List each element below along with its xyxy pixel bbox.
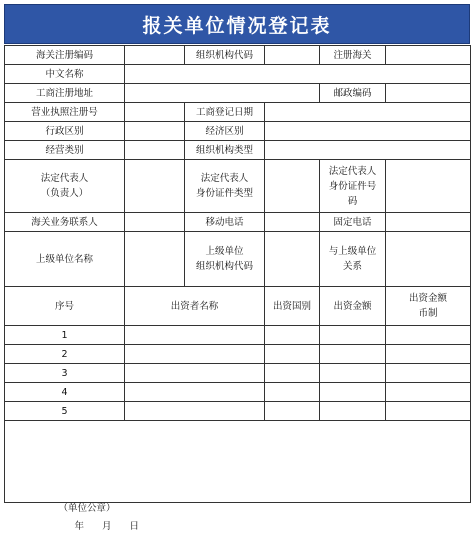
field-biz-reg-date[interactable] (265, 103, 471, 122)
investor-name-field[interactable] (125, 402, 265, 421)
label-legal-rep-line2: （负责人） (40, 188, 89, 199)
form-row-customs-code (5, 46, 471, 65)
label-parent-org-line1: 上级单位 (205, 246, 244, 257)
label-econ-region: 经济区别 (185, 122, 265, 141)
investor-seq: 1 (5, 326, 125, 345)
field-org-code[interactable] (265, 46, 320, 65)
field-license-no[interactable] (125, 103, 185, 122)
label-parent-org (185, 232, 265, 287)
investor-name-field[interactable] (125, 364, 265, 383)
label-license-no: 营业执照注册号 (5, 103, 125, 122)
investor-name-field[interactable] (125, 345, 265, 364)
investor-country-field[interactable] (265, 364, 320, 383)
label-parent-org-line2: 组织机构代码 (195, 261, 253, 272)
field-mobile[interactable] (265, 213, 320, 232)
form-title: 报关单位情况登记表 (4, 4, 470, 44)
investor-country-field[interactable] (265, 402, 320, 421)
investor-country-field[interactable] (265, 345, 320, 364)
field-legal-id-no[interactable] (386, 160, 471, 213)
field-legal-rep[interactable] (125, 160, 185, 213)
label-legal-id-type (185, 160, 265, 213)
field-postcode[interactable] (386, 84, 471, 103)
label-legal-id-type-line1: 法定代表人 (200, 173, 249, 184)
field-parent-org[interactable] (265, 232, 320, 287)
header-currency-line1: 出资金额 (408, 293, 447, 304)
label-legal-id-no-line1: 法定代表人 (328, 165, 377, 177)
label-legal-id-no (320, 160, 386, 213)
field-parent-rel[interactable] (386, 232, 471, 287)
seal-row (5, 421, 471, 503)
label-mobile: 移动电话 (185, 213, 265, 232)
investor-seq: 2 (5, 345, 125, 364)
investor-country-field[interactable] (265, 383, 320, 402)
label-legal-rep-line1: 法定代表人 (40, 173, 89, 184)
header-currency (386, 287, 471, 326)
investor-row (5, 402, 471, 421)
investor-amount-field[interactable] (320, 364, 386, 383)
field-customs-reg[interactable] (386, 46, 471, 65)
investor-currency-field[interactable] (386, 364, 471, 383)
field-customs-code[interactable] (125, 46, 185, 65)
label-admin-region: 行政区别 (5, 122, 125, 141)
form-row-license (5, 103, 471, 122)
field-org-type[interactable] (265, 141, 471, 160)
label-legal-id-no-line3: 码 (347, 195, 358, 207)
investor-currency-field[interactable] (386, 402, 471, 421)
investor-header-row (5, 287, 471, 326)
label-customs-reg: 注册海关 (320, 46, 386, 65)
investor-name-field[interactable] (125, 383, 265, 402)
field-cn-name[interactable] (125, 65, 471, 84)
investor-country-field[interactable] (265, 326, 320, 345)
label-parent-rel (320, 232, 386, 287)
field-econ-region[interactable] (265, 122, 471, 141)
label-parent-name: 上级单位名称 (5, 232, 125, 287)
field-parent-name[interactable] (125, 232, 185, 287)
label-legal-id-no-line2: 身份证件号 (328, 180, 377, 192)
investor-row (5, 345, 471, 364)
form-row-type (5, 141, 471, 160)
form-row-contact (5, 213, 471, 232)
label-customs-code: 海关注册编码 (5, 46, 125, 65)
investor-seq: 5 (5, 402, 125, 421)
label-postcode: 邮政编码 (320, 84, 386, 103)
label-landline: 固定电话 (320, 213, 386, 232)
investor-currency-field[interactable] (386, 383, 471, 402)
label-org-type: 组织机构类型 (185, 141, 265, 160)
investor-row (5, 326, 471, 345)
form-row-cn-name (5, 65, 471, 84)
form-row-region (5, 122, 471, 141)
form-row-parent (5, 232, 471, 287)
label-parent-rel-line2: 关系 (342, 261, 362, 272)
field-landline[interactable] (386, 213, 471, 232)
header-investor-name: 出资者名称 (125, 287, 265, 326)
header-seq: 序号 (5, 287, 125, 326)
investor-amount-field[interactable] (320, 345, 386, 364)
investor-currency-field[interactable] (386, 326, 471, 345)
investor-amount-field[interactable] (320, 326, 386, 345)
label-biz-address: 工商注册地址 (5, 84, 125, 103)
field-customs-contact[interactable] (125, 213, 185, 232)
investor-currency-field[interactable] (386, 345, 471, 364)
label-parent-rel-line1: 与上级单位 (328, 246, 377, 257)
investor-amount-field[interactable] (320, 402, 386, 421)
header-country: 出资国别 (265, 287, 320, 326)
label-legal-rep (5, 160, 125, 213)
header-amount: 出资金额 (320, 287, 386, 326)
form-row-legal-rep (5, 160, 471, 213)
investor-seq: 4 (5, 383, 125, 402)
field-biz-type[interactable] (125, 141, 185, 160)
seal-area[interactable]: （单位公章） 年 月 日 (5, 421, 471, 503)
investor-row (5, 383, 471, 402)
label-org-code: 组织机构代码 (185, 46, 265, 65)
field-legal-id-type[interactable] (265, 160, 320, 213)
label-biz-type: 经营类别 (5, 141, 125, 160)
investor-row (5, 364, 471, 383)
field-biz-address[interactable] (125, 84, 320, 103)
seal-label: （单位公章） (58, 502, 116, 514)
label-legal-id-type-line2: 身份证件类型 (195, 188, 253, 199)
field-admin-region[interactable] (125, 122, 185, 141)
label-customs-contact: 海关业务联系人 (5, 213, 125, 232)
form-row-biz-address (5, 84, 471, 103)
investor-amount-field[interactable] (320, 383, 386, 402)
header-currency-line2: 币制 (418, 308, 438, 319)
registration-form-table (4, 45, 471, 532)
investor-seq: 3 (5, 364, 125, 383)
investor-name-field[interactable] (125, 326, 265, 345)
label-biz-reg-date: 工商登记日期 (185, 103, 265, 122)
label-cn-name: 中文名称 (5, 65, 125, 84)
